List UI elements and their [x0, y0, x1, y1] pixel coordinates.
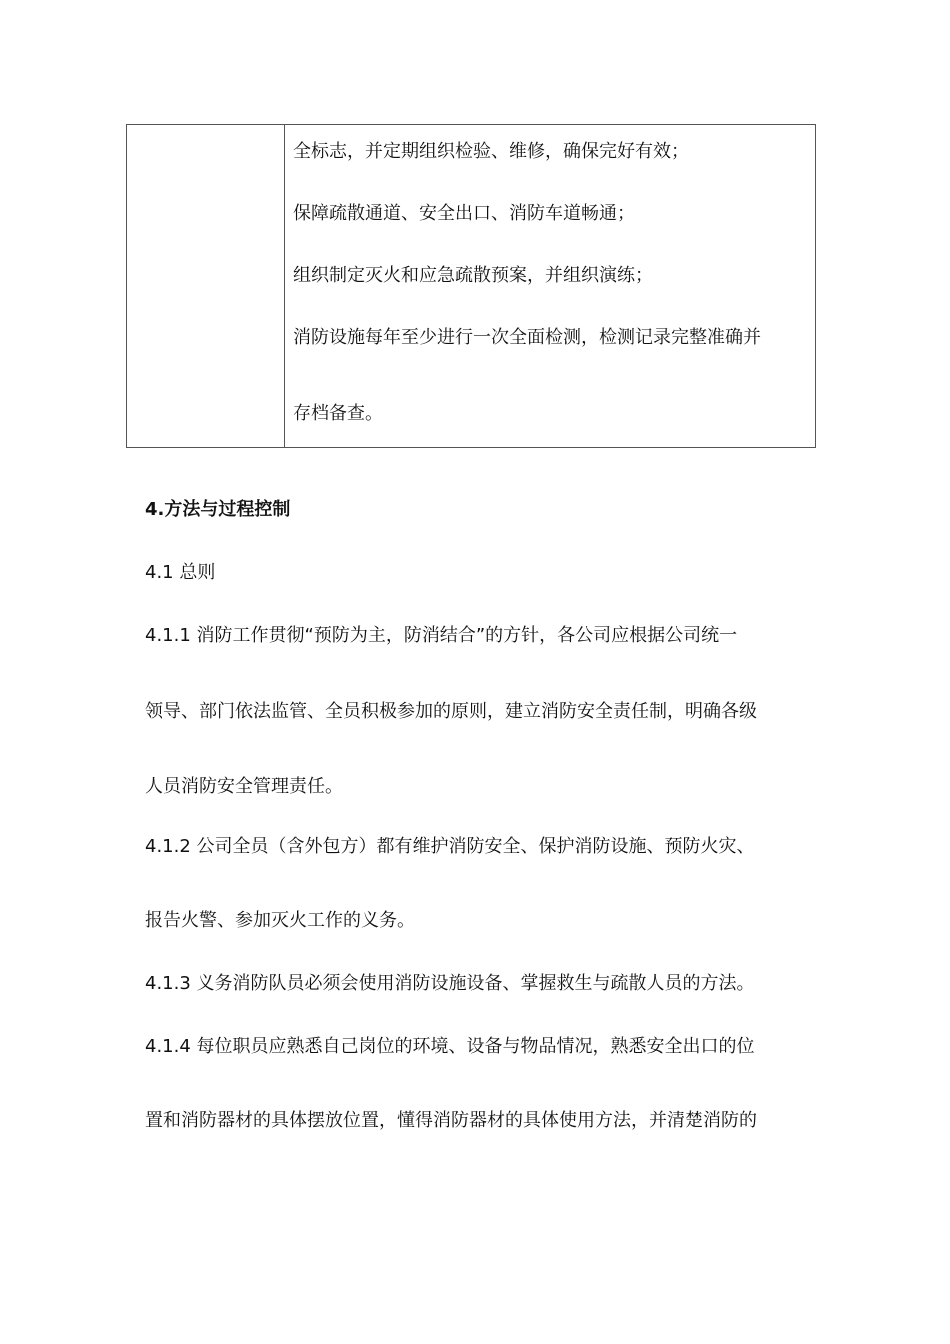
duty-line: 组织制定灭火和应急疏散预案，并组织演练；	[293, 265, 653, 286]
paragraph-line: 人员消防安全管理责任。	[145, 776, 343, 797]
duty-line: 全标志，并定期组织检验、维修，确保完好有效；	[293, 141, 689, 162]
paragraph-line: 4.1.4 每位职员应熟悉自己岗位的环境、设备与物品情况，熟悉安全出口的位	[145, 1036, 755, 1057]
paragraph-line: 领导、部门依法监管、全员积极参加的原则，建立消防安全责任制，明确各级	[145, 701, 757, 722]
responsibility-table	[126, 124, 816, 448]
paragraph-line: 4.1.1 消防工作贯彻“预防为主，防消结合”的方针，各公司应根据公司统一	[145, 625, 738, 646]
table-cell-duties	[285, 125, 815, 447]
section-heading: 4.方法与过程控制	[145, 499, 291, 520]
paragraph-line: 4.1.2 公司全员（含外包方）都有维护消防安全、保护消防设施、预防火灾、	[145, 836, 755, 857]
paragraph-line: 4.1.3 义务消防队员必须会使用消防设施设备、掌握救生与疏散人员的方法。	[145, 973, 755, 994]
subsection-heading: 4.1 总则	[145, 562, 216, 583]
table-cell-role	[127, 125, 285, 447]
duty-line: 保障疏散通道、安全出口、消防车道畅通；	[293, 203, 635, 224]
duty-line: 消防设施每年至少进行一次全面检测，检测记录完整准确并	[293, 327, 761, 348]
paragraph-line: 置和消防器材的具体摆放位置，懂得消防器材的具体使用方法，并清楚消防的	[145, 1110, 757, 1131]
duty-line: 存档备查。	[293, 403, 383, 424]
paragraph-line: 报告火警、参加灭火工作的义务。	[145, 910, 415, 931]
